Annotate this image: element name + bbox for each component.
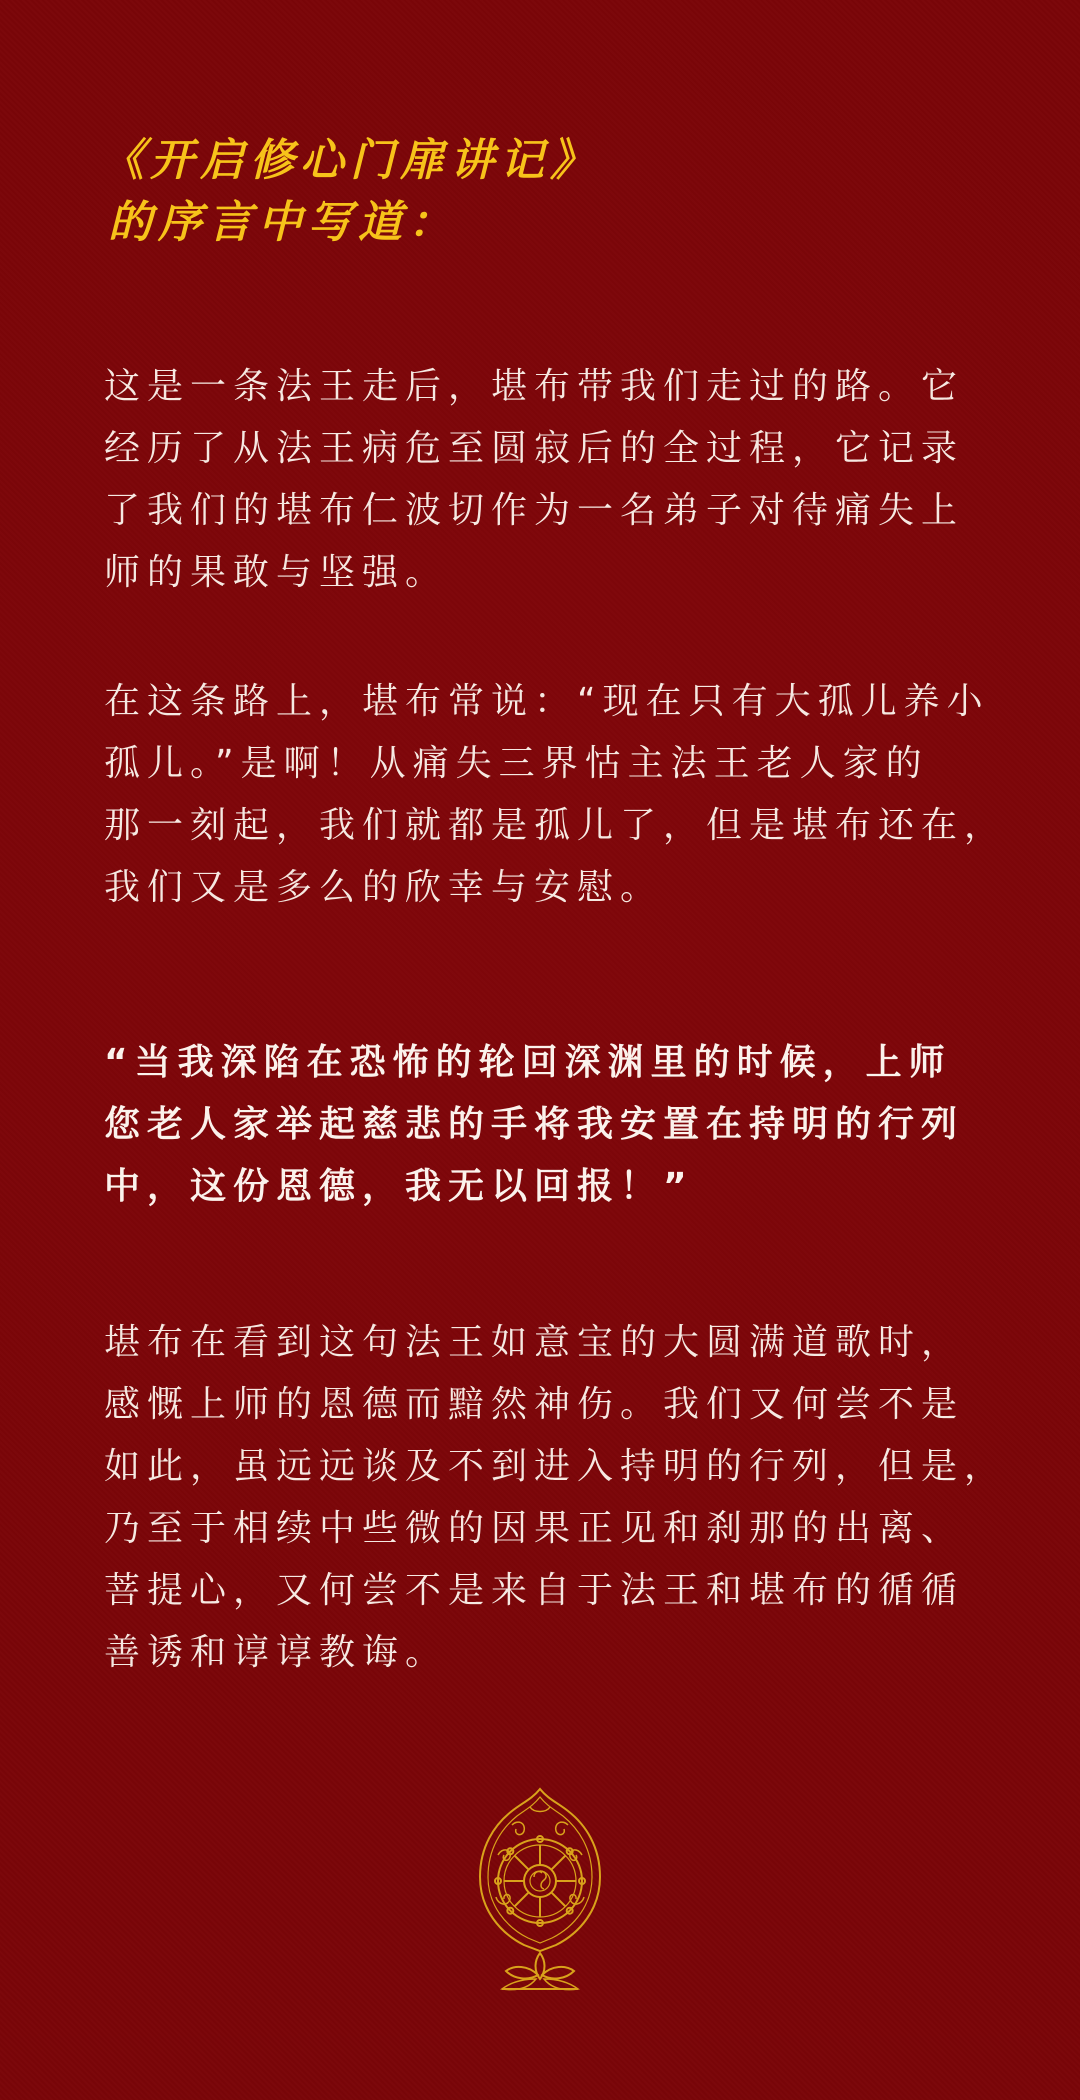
quote-line: 您老人家举起慈悲的手将我安置在持明的行列 — [104, 1104, 965, 1145]
paragraph-line: 善诱和谆谆教诲。 — [104, 1632, 449, 1673]
paragraph-line: 孤儿。”是啊！从痛失三界怙主法王老人家的 — [104, 743, 929, 784]
paragraph-1 — [104, 356, 1024, 604]
quote-paragraph — [104, 1032, 1024, 1218]
paragraph-line: 在这条路上，堪布常说：“现在只有大孤儿养小 — [104, 681, 990, 722]
quote-line: “当我深陷在恐怖的轮回深渊里的时候，上师 — [104, 1042, 952, 1083]
dharma-wheel-lotus-emblem-icon — [472, 1785, 608, 1993]
paragraph-line: 这是一条法王走后，堪布带我们走过的路。它 — [104, 366, 965, 407]
page-title — [100, 130, 600, 254]
paragraph-line: 我们又是多么的欣幸与安慰。 — [104, 867, 664, 908]
title-line-1: 《开启修心门扉讲记》 — [100, 135, 600, 186]
paragraph-line: 师的果敢与坚强。 — [104, 552, 449, 593]
paragraph-line: 了我们的堪布仁波切作为一名弟子对待痛失上 — [104, 490, 965, 531]
paragraph-line: 堪布在看到这句法王如意宝的大圆满道歌时， — [104, 1322, 965, 1363]
paragraph-2 — [104, 671, 1024, 919]
title-line-2: 的序言中写道： — [108, 197, 458, 248]
paragraph-line: 那一刻起，我们就都是孤儿了，但是堪布还在， — [104, 805, 1008, 846]
paragraph-line: 经历了从法王病危至圆寂后的全过程，它记录 — [104, 428, 965, 469]
paragraph-line: 感慨上师的恩德而黯然神伤。我们又何尝不是 — [104, 1384, 965, 1425]
paragraph-line: 乃至于相续中些微的因果正见和刹那的出离、 — [104, 1508, 965, 1549]
quote-line: 中，这份恩德，我无以回报！” — [104, 1166, 694, 1207]
paragraph-line: 菩提心，又何尝不是来自于法王和堪布的循循 — [104, 1570, 965, 1611]
paragraph-line: 如此，虽远远谈及不到进入持明的行列，但是， — [104, 1446, 1008, 1487]
paragraph-4 — [104, 1312, 1024, 1684]
